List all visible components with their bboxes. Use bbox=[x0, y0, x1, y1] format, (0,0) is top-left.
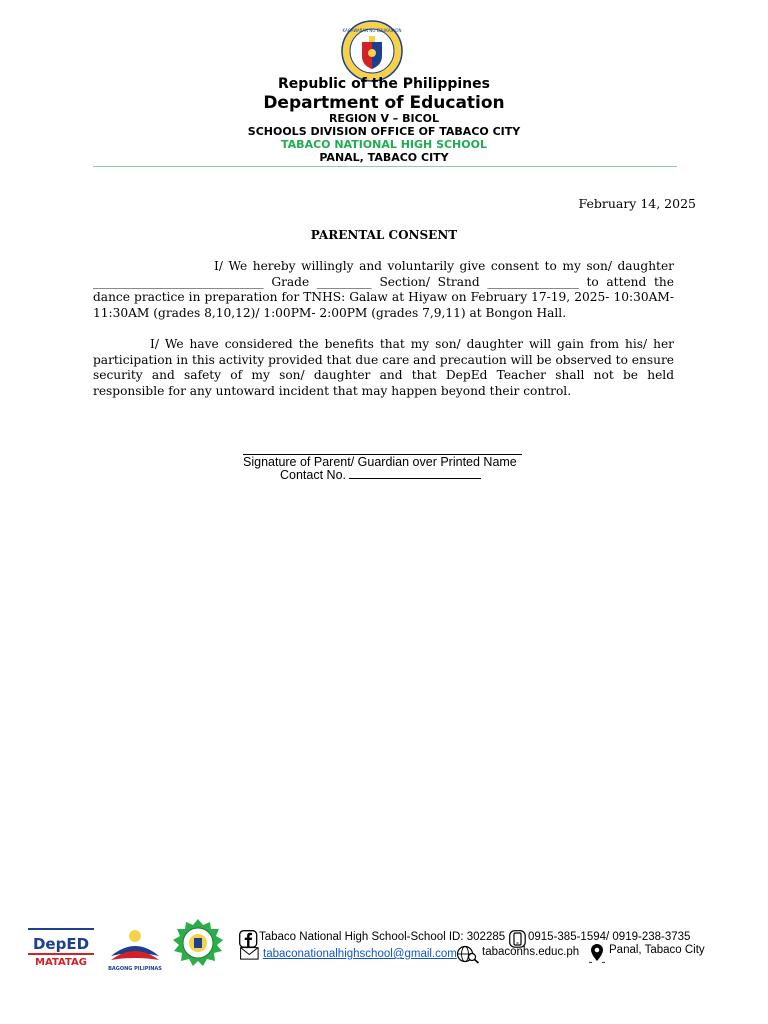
contact-label: Contact No. bbox=[280, 468, 347, 482]
waiver-paragraph-text: I/ We have considered the benefits that my son/ daughter will gain from his/ her participation in this activity provided that due care and precaution will be observed to ensure security and safety of my son/ daughter and that DepEd Teacher shall not be held responsible for any untoward incident that may happen beyond their control. bbox=[93, 337, 674, 398]
seal-text: KAGAWARAN NG EDUKASYON bbox=[342, 28, 402, 33]
deped-matatag-logo bbox=[28, 928, 94, 970]
matatag-text: MATATAG bbox=[35, 957, 87, 968]
location-heading: PANAL, TABACO CITY bbox=[319, 151, 449, 164]
bagong-text: BAGONG PILIPINAS bbox=[108, 966, 162, 972]
tnhs-school-logo bbox=[170, 918, 226, 968]
department-heading: Department of Education bbox=[263, 93, 505, 113]
division-heading: SCHOOLS DIVISION OFFICE OF TABACO CITY bbox=[247, 125, 521, 138]
contact-number-field bbox=[280, 468, 481, 482]
signature-label: Signature of Parent/ Guardian over Printed Name bbox=[243, 455, 517, 469]
footer-email-link[interactable]: tabaconationalhighschool@gmail.com bbox=[263, 948, 457, 960]
letter-date: February 14, 2025 bbox=[578, 196, 696, 211]
deped-seal-logo bbox=[341, 20, 403, 82]
footer-phone-text: 0915-385-1594/ 0919-238-3735 bbox=[528, 931, 691, 943]
consent-paragraph bbox=[93, 259, 674, 321]
header-divider bbox=[93, 166, 677, 167]
republic-heading: Republic of the Philippines bbox=[278, 76, 490, 92]
school-heading: TABACO NATIONAL HIGH SCHOOL bbox=[281, 138, 487, 151]
deped-logo-text: DepED bbox=[32, 935, 90, 953]
letter-title: PARENTAL CONSENT bbox=[310, 228, 458, 242]
region-heading: REGION V – BICOL bbox=[328, 112, 440, 125]
location-pin-icon bbox=[588, 943, 606, 963]
bagong-pilipinas-logo bbox=[103, 928, 167, 972]
email-icon bbox=[240, 947, 259, 960]
footer-website-text: tabaconhs.educ.ph bbox=[482, 946, 580, 958]
facebook-icon bbox=[239, 930, 258, 948]
waiver-paragraph bbox=[93, 337, 674, 399]
footer-facebook-text: Tabaco National High School-School ID: 302285 bbox=[259, 931, 506, 943]
footer-address-text: Panal, Tabaco City bbox=[609, 944, 705, 956]
consent-paragraph-text: I/ We hereby willingly and voluntarily give consent to my son/ daughter ____________________________ Grade _________ Section/ Strand _______________ to attend the dance practice in preparation for TNHS: Galaw at Hiyaw on February 17-19, 2025- 10:30AM- 11:30AM (grades 8,10,12)/ 1:00PM- 2:00PM (grades 7,9,11) at Bongon Hall. bbox=[93, 259, 674, 320]
contact-blank-line bbox=[349, 468, 481, 479]
globe-search-icon bbox=[456, 945, 480, 964]
